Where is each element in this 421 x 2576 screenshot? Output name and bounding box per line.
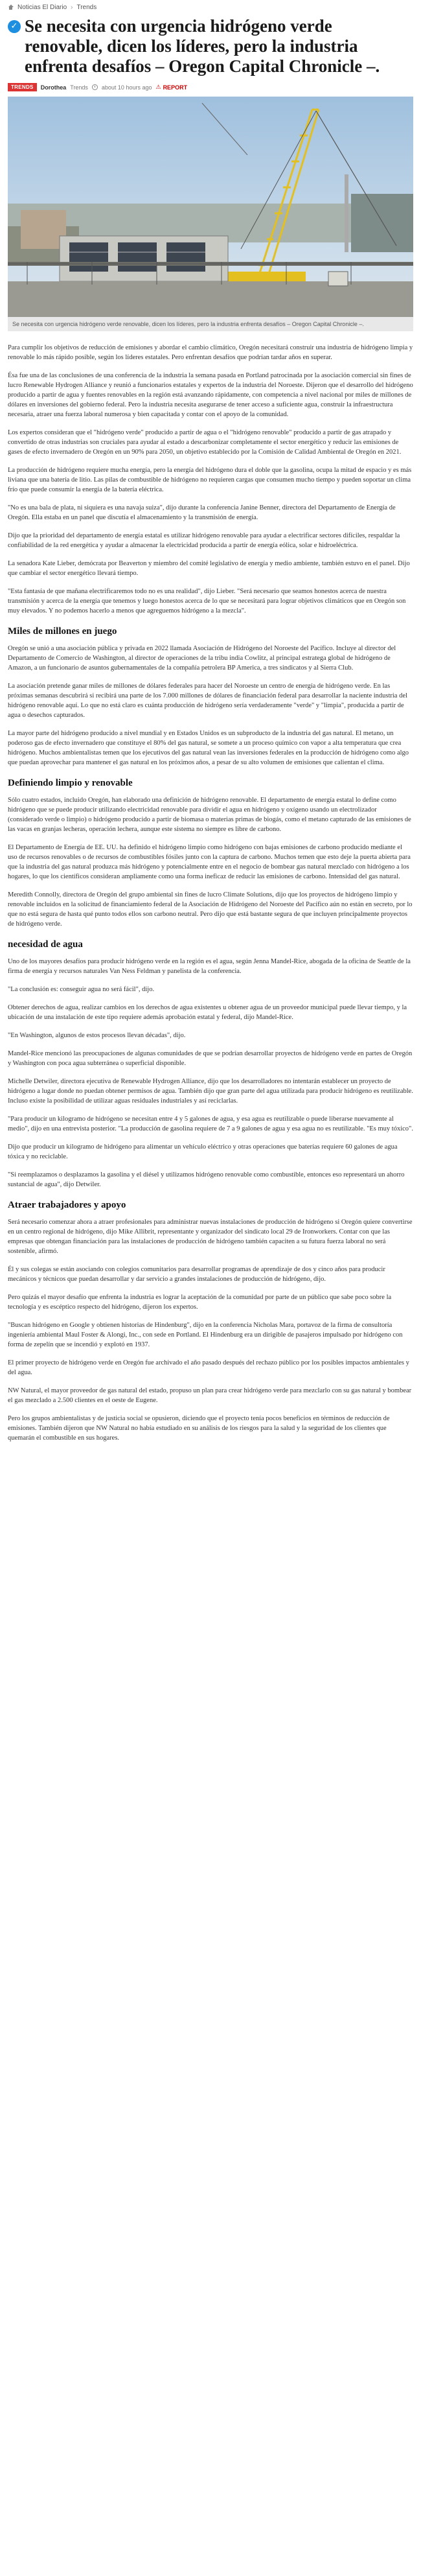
article-meta <box>8 83 413 91</box>
article-paragraph: Para cumplir los objetivos de reducción de emisiones y abordar el cambio climático, Oregón necesitará construir una industria de hidrógeno limpia y renovable lo más rápido posible, según los líderes estatales. Pero enfrentan desafíos que podrían tardar años en superar. <box>8 344 413 361</box>
article-paragraph: Ésa fue una de las conclusiones de una conferencia de la industria la semana pasada en Portland patrocinada por la asociación comercial sin fines de lucro Renewable Hydrogen Alliance y reunió a funcionarios estatales y expertos de la industria del Noroeste. Dijeron que el desarrollo del hidrógeno producido a partir de agua y fuentes renovables en la región está avanzando rápidamente, con competencia a nivel nacional por miles de millones de dólares en inversiones del gobierno federal. Pero la industria necesita asegurarse de tener acceso a suficiente agua, construir la infraestructura necesaria, atraer una fuerza laboral numerosa y bien capacitada y contar con el apoyo de la comunidad. <box>8 372 413 418</box>
section-heading: Definiendo limpio y renovable <box>8 778 133 788</box>
article-paragraph: "Para producir un kilogramo de hidrógeno se necesitan entre 4 y 5 galones de agua, y esa agua es reutilizable o puede liberarse nuevamente al medio", dijo en una entrevista posterior. "La producción de gasolina requiere de 7 a 9 galones de agua y esa agua no es reutilizable. "Es muy tóxico". <box>8 1116 413 1132</box>
featured-figure <box>8 97 413 331</box>
article-paragraph: El primer proyecto de hidrógeno verde en Oregón fue archivado el año pasado después del rechazo público por los posibles impactos ambientales y del agua. <box>8 1359 409 1376</box>
article-paragraph: Obtener derechos de agua, realizar cambios en los derechos de agua existentes u obtener agua de un proveedor municipal puede llevar tiempo, y la ubicación de una instalación de este tipo requiere además aprobación estatal y federal, dijo Mandel-Rice. <box>8 1004 407 1021</box>
breadcrumb-section[interactable]: Trends <box>76 4 97 11</box>
category-badge[interactable]: TRENDS <box>8 83 37 91</box>
article-paragraph: Oregón se unió a una asociación pública y privada en 2022 llamada Asociación de Hidrógeno del Noroeste del Pacífico. Incluye al director del Departamento de Comercio de Washington, al director de operaciones de la tribu india Cowlitz, al principal estratega global de hidrógeno de Amazon, a un funcionario de asuntos gubernamentales de la compañía petrolera BP America, a tres sindicatos y al Sierra Club. <box>8 645 396 672</box>
article-paragraph: NW Natural, el mayor proveedor de gas natural del estado, propuso un plan para crear hidrógeno verde para mezclarlo con su gas natural y bombear el gas mezclado a 2.500 clientes en el oeste de Eugene. <box>8 1387 412 1404</box>
article-paragraph: Los expertos consideran que el "hidrógeno verde" producido a partir de agua o el "hidrógeno renovable" producido a partir de gas atrapado y convertido de otras industrias son cruciales para ayudar al estado a descarbonizar completamente el sector energético y reducir las emisiones de gases de efecto invernadero de Oregón en un 90% para 2050, un objetivo establecido por la Comisión de Calidad Ambiental de Oregón en 2021. <box>8 429 402 456</box>
warning-icon: ⚠ <box>155 84 161 91</box>
article-paragraph: "Esta fantasía de que mañana electrificaremos todo no es una realidad", dijo Lieber. "Será necesario que seamos honestos acerca de nuestra transmisión y acerca de la energía que tenemos y luego honestos acerca de lo que se necesitará para lograr objetivos climáticos que en Oregón son muy elevados. Y no podemos hacerlo a menos que agreguemos hidrógeno a la mezcla". <box>8 588 406 615</box>
article-paragraph: La asociación pretende ganar miles de millones de dólares federales para hacer del Noroeste un centro de energía de hidrógeno verde. En las próximas semanas descubrirá si recibirá una parte de los 7.000 millones de dólares de financiación federal para desarrollar la naciente industria del hidrógeno renovable aquí. Lo que no está claro es cuánta producción de hidrógeno sería verdaderamente "verde" y "limpia", producida a partir de agua o desechos capturados. <box>8 683 407 719</box>
article-paragraph: "Buscan hidrógeno en Google y obtienen historias de Hindenburg", dijo en la conferencia Nicholas Mara, portavoz de la firma de consultoría ingeniería ambiental Maul Foster & Alongi, Inc., con sede en Portland. El Hindenburg era un dirigible de pasajeros impulsado por hidrógeno con forma de zepelín que se incendió y explotó en 1937. <box>8 1322 403 1348</box>
report-link[interactable] <box>155 84 187 91</box>
publish-time: about 10 hours ago <box>101 84 152 91</box>
breadcrumb <box>8 0 413 14</box>
category-link[interactable]: Trends <box>70 84 88 91</box>
section-heading: Miles de millones en juego <box>8 626 117 637</box>
article-paragraph: El Departamento de Energía de EE. UU. ha definido el hidrógeno limpio como hidrógeno con bajas emisiones de carbono producido mediante el uso de recursos renovables o de recursos de combustibles fósiles junto con la captura de carbono. Muchos temen que esto deje la puerta abierta para que la industria del gas natural produzca más hidrógeno y potencialmente entre en el negocio de bombear gas natural mezclado con hidrógeno a los hogares, lo que los científicos consideran ampliamente como una forma ineficaz de reducir las emisiones de carbono. Intensidad del gas natural. <box>8 844 411 880</box>
article-body <box>8 343 413 1443</box>
section-heading: Atraer trabajadores y apoyo <box>8 1200 126 1210</box>
article-paragraph: "No es una bala de plata, ni siquiera es una navaja suiza", dijo durante la conferencia Janine Benner, directora del Departamento de Energía de Oregón. Ella estaba en un panel que discutía el almacenamiento y la transmisión de energía. <box>8 504 396 521</box>
article-paragraph: "En Washington, algunos de estos procesos llevan décadas", dijo. <box>8 1032 186 1039</box>
article-paragraph: La senadora Kate Lieber, demócrata por Beaverton y miembro del comité legislativo de energía y medio ambiente, también estuvo en el panel. Dijo que cambiar el sector energético llevará tiempo. <box>8 560 410 577</box>
article-paragraph: Meredith Connolly, directora de Oregón del grupo ambiental sin fines de lucro Climate Solutions, dijo que los proyectos de hidrógeno limpio y renovable incluidos en la solicitud de financiamiento federal de la Asociación de Hidrógeno del Noroeste del Pacífico aún no están en secreto, por lo que no está segura de hasta qué punto todos ellos son carbono neutral. Pero dijo que está bastante segura de que incluyen principalmente proyectos de hidrógeno verde. <box>8 891 413 928</box>
article-paragraph: Dijo que producir un kilogramo de hidrógeno para alimentar un vehículo eléctrico y otras operaciones que baterías requiere 60 galones de agua tóxica y no reciclable. <box>8 1143 398 1160</box>
home-icon[interactable] <box>8 5 14 10</box>
article-paragraph: Mandel-Rice mencionó las preocupaciones de algunas comunidades de que se podrían desarrollar proyectos de hidrógeno verde en partes de Oregón y Washington con poca agua subterránea o superficial disponible. <box>8 1050 413 1067</box>
article-paragraph: Michelle Detwiler, directora ejecutiva de Renewable Hydrogen Alliance, dijo que los desarrolladores no intentarán establecer un proyecto de hidrógeno a lugar donde no puedan obtener permisos de agua. También dijo que gran parte del agua utilizada para producir hidrógeno es reutilizable. Incluso existe la posibilidad de utilizar aguas residuales industriales y así reciclarlas. <box>8 1078 413 1105</box>
breadcrumb-separator: › <box>71 4 73 11</box>
title-row <box>8 16 413 76</box>
article-paragraph: La mayor parte del hidrógeno producido a nivel mundial y en Estados Unidos es un subproducto de la industria del gas natural. El metano, un poderoso gas de efecto invernadero que constituye el 80% del gas natural, se somete a un proceso químico con vapor a alta temperatura que crea hidrógeno. Muchos ambientalistas temen que los ejecutivos del gas natural vean las inversiones federales en la producción de hidrógeno como algo que puedan aprovechar para mantener el gas natural en los próximos años, a pesar de su alto volumen de emisiones que calientan el clima. <box>8 730 409 766</box>
report-label: REPORT <box>163 84 188 91</box>
article-paragraph: Sólo cuatro estados, incluido Oregón, han elaborado una definición de hidrógeno renovable. El departamento de energía estatal lo define como hidrógeno que se puede producir utilizando electricidad renovable para dividir el agua en hidrógeno y oxígeno usando un electrolizador (considerado verde o limpio) o hidrógeno producido a partir de biomasa o materias primas de biogás, como el metano capturado de las emisiones de las vacas en granjas lecheras, operación lechera, aunque este sistema no siempre es libre de carbono. <box>8 797 411 833</box>
clock-icon <box>92 84 98 90</box>
article-paragraph: "Si reemplazamos o desplazamos la gasolina y el diésel y utilizamos hidrógeno renovable como combustible, entonces eso representará un ahorro sustancial de agua", dijo Detwiler. <box>8 1171 405 1188</box>
article-paragraph: Dijo que la prioridad del departamento de energía estatal es utilizar hidrógeno renovable para ayudar a electrificar sectores difíciles, respaldar la confiabilidad de la red energética y ayudar a almacenar la electricidad producida a partir de energía eólica, solar e hidroeléctrica. <box>8 532 400 549</box>
article-paragraph: Uno de los mayores desafíos para producir hidrógeno verde en la región es el agua, según Jenna Mandel-Rice, abogada de la oficina de Seattle de la firma de energía y recursos naturales Van Ness Feldman y panelista de la conferencia. <box>8 958 411 975</box>
article-paragraph: Pero quizás el mayor desafío que enfrenta la industria es lograr la aceptación de la comunidad por parte de un público que sabe poco sobre la tecnología y es escéptico respecto del hidrógeno, dijeron los expertos. <box>8 1294 392 1311</box>
article-paragraph: Pero los grupos ambientalistas y de justicia social se opusieron, diciendo que el proyecto tenía pocos beneficios en términos de reducción de emisiones. También dijeron que NW Natural no había estudiado en su análisis de los riesgos para la salud y la seguridad de los clientes que quemarán el combustible en sus hogares. <box>8 1415 390 1442</box>
featured-photo <box>8 97 413 317</box>
check-badge-icon: ✓ <box>8 20 21 33</box>
section-heading: necesidad de agua <box>8 939 83 950</box>
industrial-site-illustration <box>8 97 413 317</box>
article-paragraph: Será necesario comenzar ahora a atraer profesionales para administrar nuevas instalaciones de producción de hidrógeno si Oregón quiere convertirse en un centro regional de hidrógeno, dijo Mike Allibrit, representante y organizador del sindicato local 29 de Ironworkers. Contar con que las empresas que obtengan financiación para las instalaciones de producción de hidrógeno también capaciten a su futura fuerza laboral no será sostenible, afirmó. <box>8 1219 413 1255</box>
author-name[interactable]: Dorothea <box>40 84 67 91</box>
article-paragraph: Él y sus colegas se están asociando con colegios comunitarios para desarrollar programas de aprendizaje de dos y cinco años para producir mecánicos y técnicos que puedan desarrollar y dar servicio a grandes instalaciones de producción de hidrógeno, dijo. <box>8 1266 385 1283</box>
breadcrumb-home[interactable]: Noticias El Diario <box>17 4 67 11</box>
article-paragraph: La producción de hidrógeno requiere mucha energía, pero la energía del hidrógeno dura el doble que la gasolina, ocupa la mitad de espacio y es más liviana que una batería de litio. Las pilas de combustible de hidrógeno no requieren cargas que consumen mucho tiempo y pueden soportar un clima frío que puede consumir la energía de la batería eléctrica. <box>8 467 412 493</box>
article-paragraph: "La conclusión es: conseguir agua no será fácil", dijo. <box>8 986 155 993</box>
page-title: Se necesita con urgencia hidrógeno verde renovable, dicen los líderes, pero la industria enfrenta desafíos – Oregon Capital Chronicle –. <box>25 16 380 76</box>
photo-caption: Se necesita con urgencia hidrógeno verde renovable, dicen los líderes, pero la industria enfrenta desafíos – Oregon Capital Chronicle –. <box>8 317 413 331</box>
